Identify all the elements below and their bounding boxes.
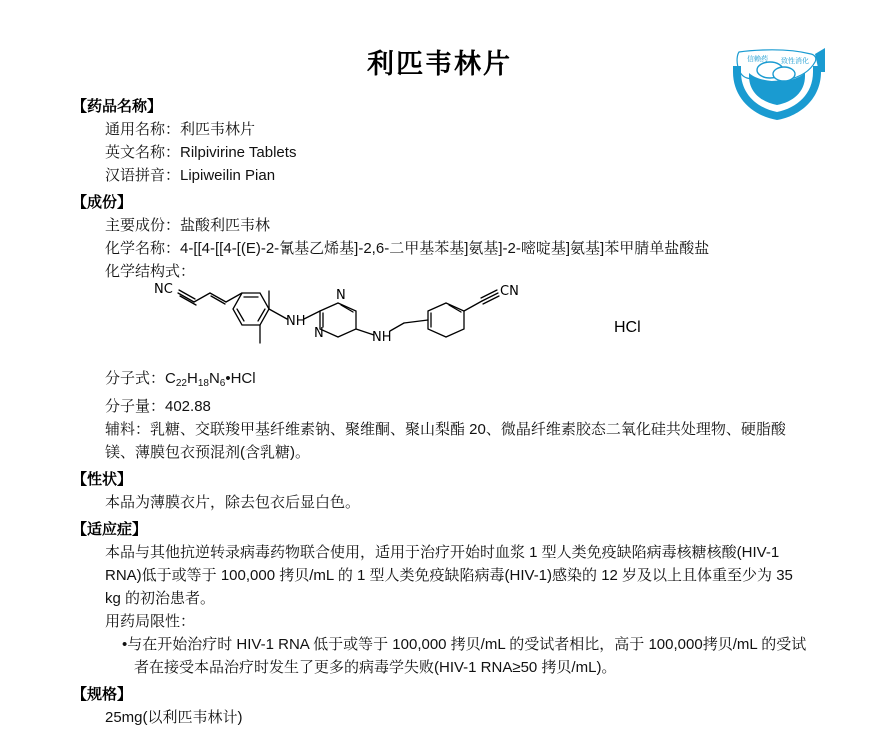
ring-n-label-2: N <box>314 326 324 341</box>
section-heading-drug-name: 【药品名称】 <box>72 98 163 115</box>
properties-text: 本品为薄膜衣片，除去包衣后显白色。 <box>105 494 361 511</box>
english-name-line: 英文名称：Rilpivirine Tablets <box>105 144 297 161</box>
nh-label-2: NH <box>372 330 392 345</box>
section-heading-composition: 【成份】 <box>72 194 133 211</box>
pinyin-name-line: 汉语拼音：Lipiweilin Pian <box>105 167 276 184</box>
bullet-icon: • <box>122 636 128 653</box>
nitrogen-symbol: N <box>208 370 220 387</box>
svg-text:信赖药: 信赖药 <box>747 55 768 63</box>
svg-text:致性消化: 致性消化 <box>781 57 809 65</box>
section-heading-properties: 【性状】 <box>72 471 133 488</box>
salt-suffix: •HCl <box>225 370 256 387</box>
carbon-count: 22 <box>175 378 187 389</box>
main-ingredient-line: 主要成份：盐酸利匹韦林 <box>105 217 271 234</box>
chemical-name-line: 化学名称：4-[[4-[[4-[(E)-2-氰基乙烯基]-2,6-二甲基苯基]氨基]-2-嘧啶基]氨基]苯甲腈单盐酸盐 <box>105 240 710 257</box>
hcl-label: HCl <box>614 319 641 336</box>
indications-bullet-item <box>72 633 807 679</box>
hydrogen-symbol: H <box>186 370 198 387</box>
hydrogen-count: 18 <box>197 378 209 389</box>
cn-label: CN <box>500 284 519 299</box>
ring-n-label-1: N <box>336 288 346 303</box>
indications-bullet-text: 与在开始治疗时 HIV-1 RNA 低于或等于 100,000 拷贝/mL 的受试者相比，高于 100,000拷贝/mL 的受试者在接受本品治疗时发生了更多的病毒学失败(HIV-1 RNA≥50 拷贝/mL)。 <box>127 636 807 676</box>
chemical-structure-diagram <box>132 281 807 367</box>
indications-limitation-label: 用药局限性： <box>105 613 196 630</box>
excipients-line: 辅料：乳糖、交联羧甲基纤维素钠、聚维酮、聚山梨酯 20、微晶纤维素胶态二氧化硅共处理物、硬脂酸镁、薄膜包衣预混剂(含乳糖)。 <box>105 421 786 461</box>
molecular-formula-line <box>72 367 807 395</box>
section-heading-indications: 【适应症】 <box>72 521 148 538</box>
nh-label-1: NH <box>286 314 306 329</box>
molecular-formula-prefix: 分子式：C <box>105 370 176 387</box>
indications-paragraph: 本品与其他抗逆转录病毒药物联合使用，适用于治疗开始时血浆 1 型人类免疫缺陷病毒核糖核酸(HIV-1 RNA)低于或等于 100,000 拷贝/mL 的 1 型人类免疫缺陷病毒(HIV-1)感染的 12 岁及以上且体重至少为 35 kg 的初治患者。 <box>105 544 793 607</box>
molecular-weight-line: 分子量：402.88 <box>105 398 211 415</box>
generic-name-line: 通用名称：利匹韦林片 <box>105 121 256 138</box>
nc-label: NC <box>154 282 173 297</box>
specification-text: 25mg(以利匹韦林计) <box>105 709 243 726</box>
pharmacy-shield-logo <box>727 46 833 122</box>
chemical-structure-label: 化学结构式： <box>105 263 196 280</box>
page-title: 利匹韦林片 <box>367 49 512 79</box>
section-heading-specification: 【规格】 <box>72 686 133 703</box>
nitrogen-count: 6 <box>219 378 226 389</box>
